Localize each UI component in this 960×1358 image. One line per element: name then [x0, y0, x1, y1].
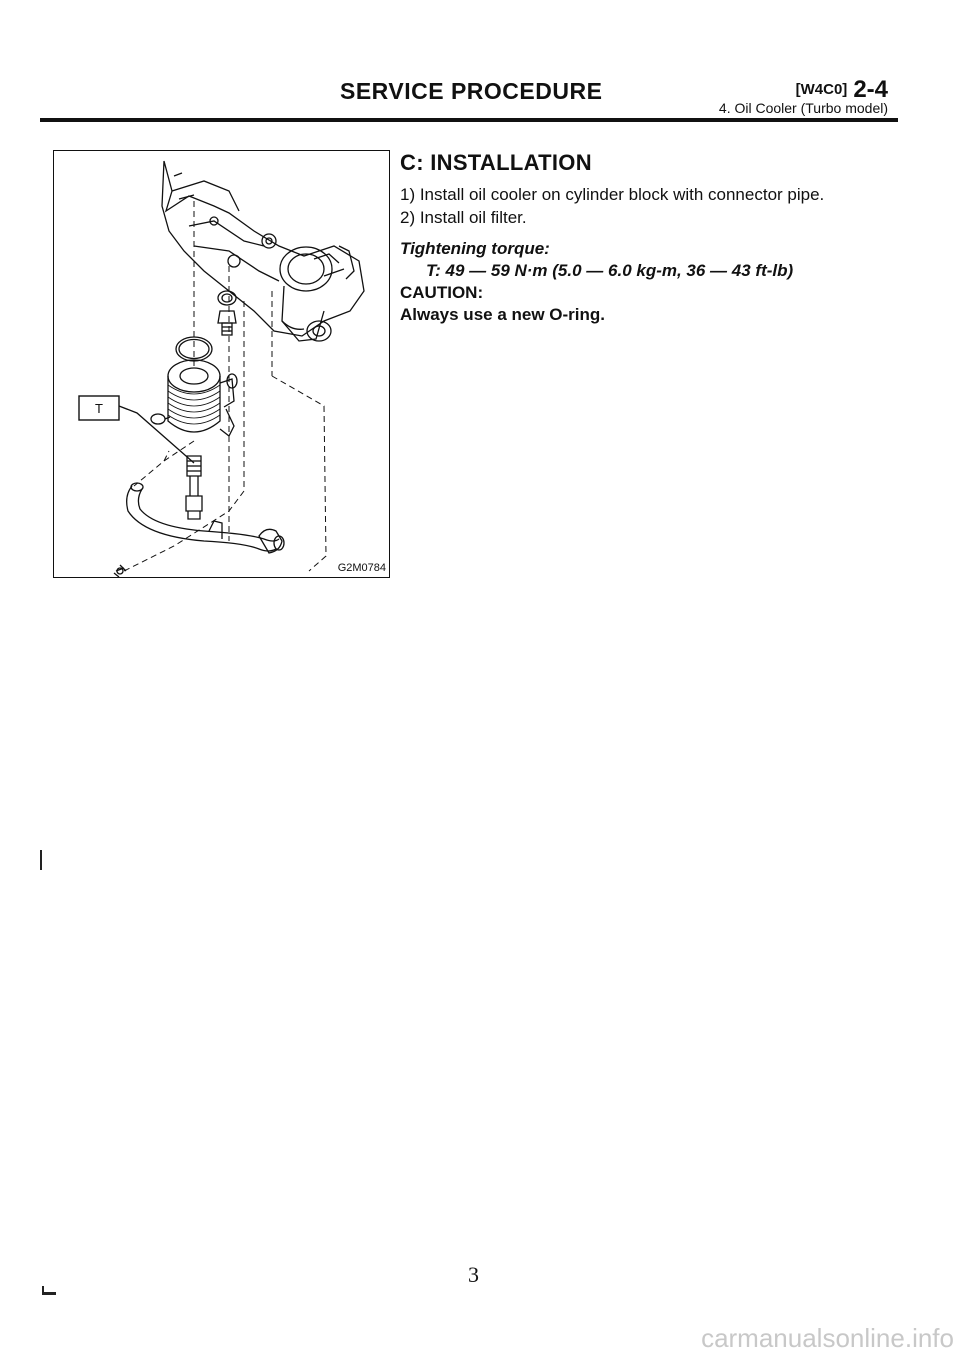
scan-mark [40, 850, 42, 870]
step-1: 1) Install oil cooler on cylinder block with connector pipe. [400, 185, 825, 204]
torque-label-box: T [95, 401, 103, 416]
figure-id: G2M0784 [337, 562, 386, 574]
torque-spec: T: 49 — 59 N·m (5.0 — 6.0 kg-m, 36 — 43 ft-lb) [426, 261, 794, 280]
torque-heading: Tightening torque: [400, 239, 550, 258]
section-subtitle: 4. Oil Cooler (Turbo model) [718, 100, 888, 116]
section-number: 2-4 [853, 76, 888, 103]
page-number: 3 [468, 1262, 479, 1287]
scan-corner-mark [42, 1292, 56, 1295]
caution-heading: CAUTION: [400, 283, 484, 302]
installation-section [400, 150, 910, 326]
caution-text: Always use a new O-ring. [400, 305, 606, 324]
section-heading: C: INSTALLATION [400, 150, 592, 175]
oil-cooler-illustration [54, 151, 390, 578]
procedure-code: [W4C0] [795, 81, 848, 98]
watermark: carmanualsonline.info [701, 1323, 954, 1353]
installation-diagram [53, 150, 390, 578]
page-title: SERVICE PROCEDURE [340, 78, 603, 104]
header-rule [40, 118, 898, 122]
step-2: 2) Install oil filter. [400, 208, 527, 227]
